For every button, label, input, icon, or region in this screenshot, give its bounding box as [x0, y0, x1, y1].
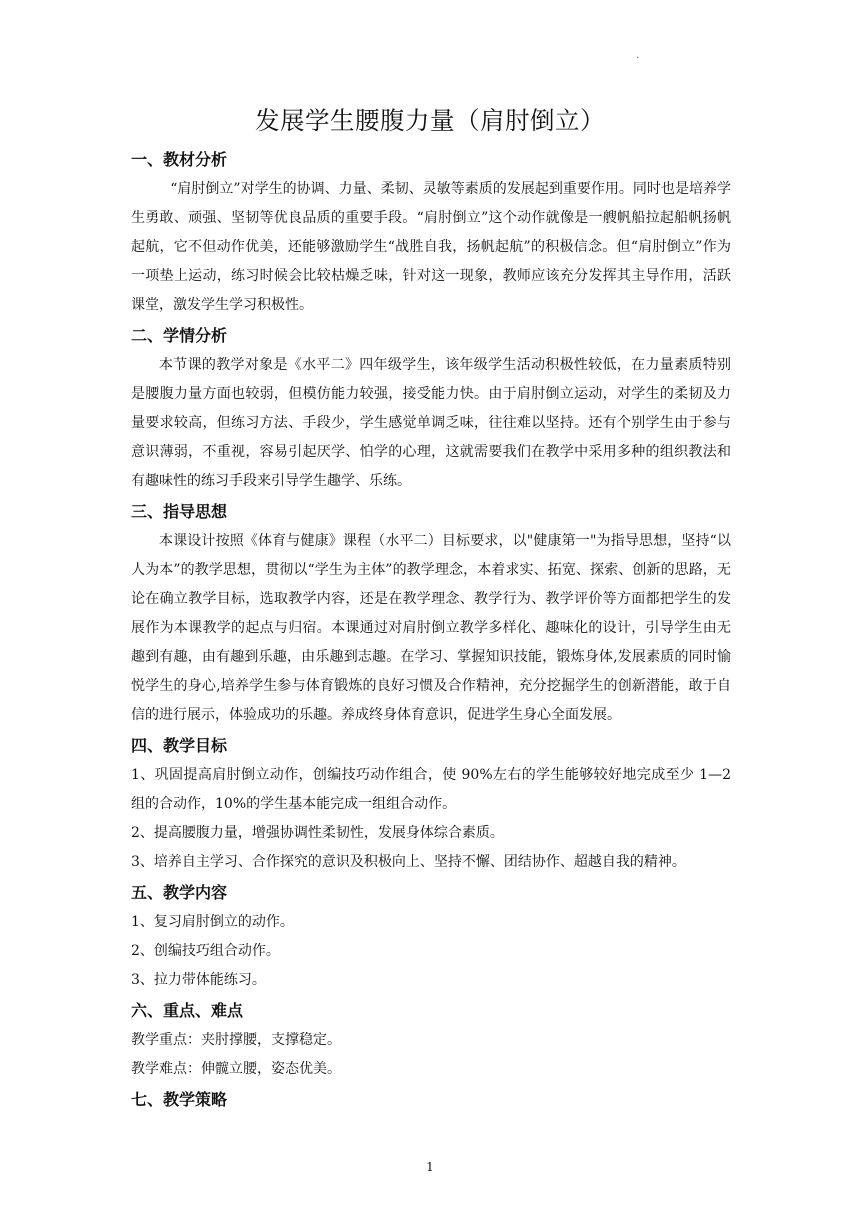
section-heading: 四、教学目标	[131, 736, 228, 755]
section-heading: 一、教材分析	[131, 150, 228, 169]
list-item: 教学重点：夹肘撑腰，支撑稳定。	[131, 1032, 341, 1048]
section-teaching-strategy	[131, 1089, 731, 1111]
section-guiding-thought	[131, 501, 731, 730]
section-heading: 七、教学策略	[131, 1090, 228, 1109]
list-item: 2、提高腰腹力量，增强协调性柔韧性，发展身体综合素质。	[131, 825, 504, 841]
document-body	[131, 144, 731, 1115]
paragraph: 本课设计按照《体育与健康》课程（水平二）目标要求，以"健康第一"为指导思想，坚持“以人为本”的教学思想，贯彻以“学生为主体”的教学理念，本着求实、拓宽、探索、创新的思路，无论在确立教学目标，选取教学内容，还是在教学理念、教学行为、教学评价等方面都把学生的发展作为本课教学的起点与归宿。本课通过对肩肘倒立教学多样化、趣味化的设计，引导学生由无趣到有趣，由有趣到乐趣，由乐趣到志趣。在学习、掌握知识技能，锻炼身体,发展素质的同时愉悦学生的身心,培养学生参与体育锻炼的良好习惯及合作精神，充分挖掘学生的创新潜能，敢于自信的进行展示，体验成功的乐趣。养成终身体育意识，促进学生身心全面发展。	[131, 533, 731, 723]
document-title: 发展学生腰腹力量（肩肘倒立）	[255, 106, 605, 135]
header-dot: ·	[636, 53, 640, 64]
list-item: 3、拉力带体能练习。	[131, 972, 266, 988]
section-heading: 五、教学内容	[131, 883, 228, 902]
list-item: 教学难点：伸髋立腰，姿态优美。	[131, 1061, 341, 1077]
section-heading: 六、重点、难点	[131, 1001, 244, 1020]
section-key-points	[131, 1000, 731, 1084]
section-materials-analysis	[131, 149, 731, 320]
page-number: 1	[426, 1160, 434, 1174]
section-heading: 二、学情分析	[131, 326, 228, 345]
section-student-analysis	[131, 325, 731, 496]
section-teaching-goals	[131, 735, 731, 877]
paragraph: 本节课的教学对象是《水平二》四年级学生，该年级学生活动积极性较低，在力量素质特别是腰腹力量方面也较弱，但模仿能力较强，接受能力快。由于肩肘倒立运动，对学生的柔韧及力量要求较高，但练习方法、手段少，学生感觉单调乏味，往往难以坚持。还有个别学生由于参与意识薄弱，不重视，容易引起厌学、怕学的心理，这就需要我们在教学中采用多种的组织教法和有趣味性的练习手段来引导学生趣学、乐练。	[131, 357, 731, 489]
section-heading: 三、指导思想	[131, 502, 228, 521]
list-item: 1、巩固提高肩肘倒立动作，创编技巧动作组合，使 90%左右的学生能够较好地完成至少 1—2 组的合动作，10%的学生基本能完成一组组合动作。	[131, 767, 731, 812]
list-item: 2、创编技巧组合动作。	[131, 943, 280, 959]
section-teaching-content	[131, 882, 731, 995]
paragraph: “肩肘倒立”对学生的协调、力量、柔韧、灵敏等素质的发展起到重要作用。同时也是培养学生勇敢、顽强、坚韧等优良品质的重要手段。“肩肘倒立”这个动作就像是一艘帆船拉起船帆扬帆起航，它不但动作优美，还能够激励学生“战胜自我，扬帆起航”的积极信念。但“肩肘倒立”作为一项垫上运动，练习时候会比较枯燥乏味，针对这一现象，教师应该充分发挥其主导作用，活跃课堂，激发学生学习积极性。	[131, 181, 731, 313]
list-item: 3、培养自主学习、合作探究的意识及积极向上、坚持不懈、团结协作、超越自我的精神。	[131, 854, 686, 870]
list-item: 1、复习肩肘倒立的动作。	[131, 914, 294, 930]
